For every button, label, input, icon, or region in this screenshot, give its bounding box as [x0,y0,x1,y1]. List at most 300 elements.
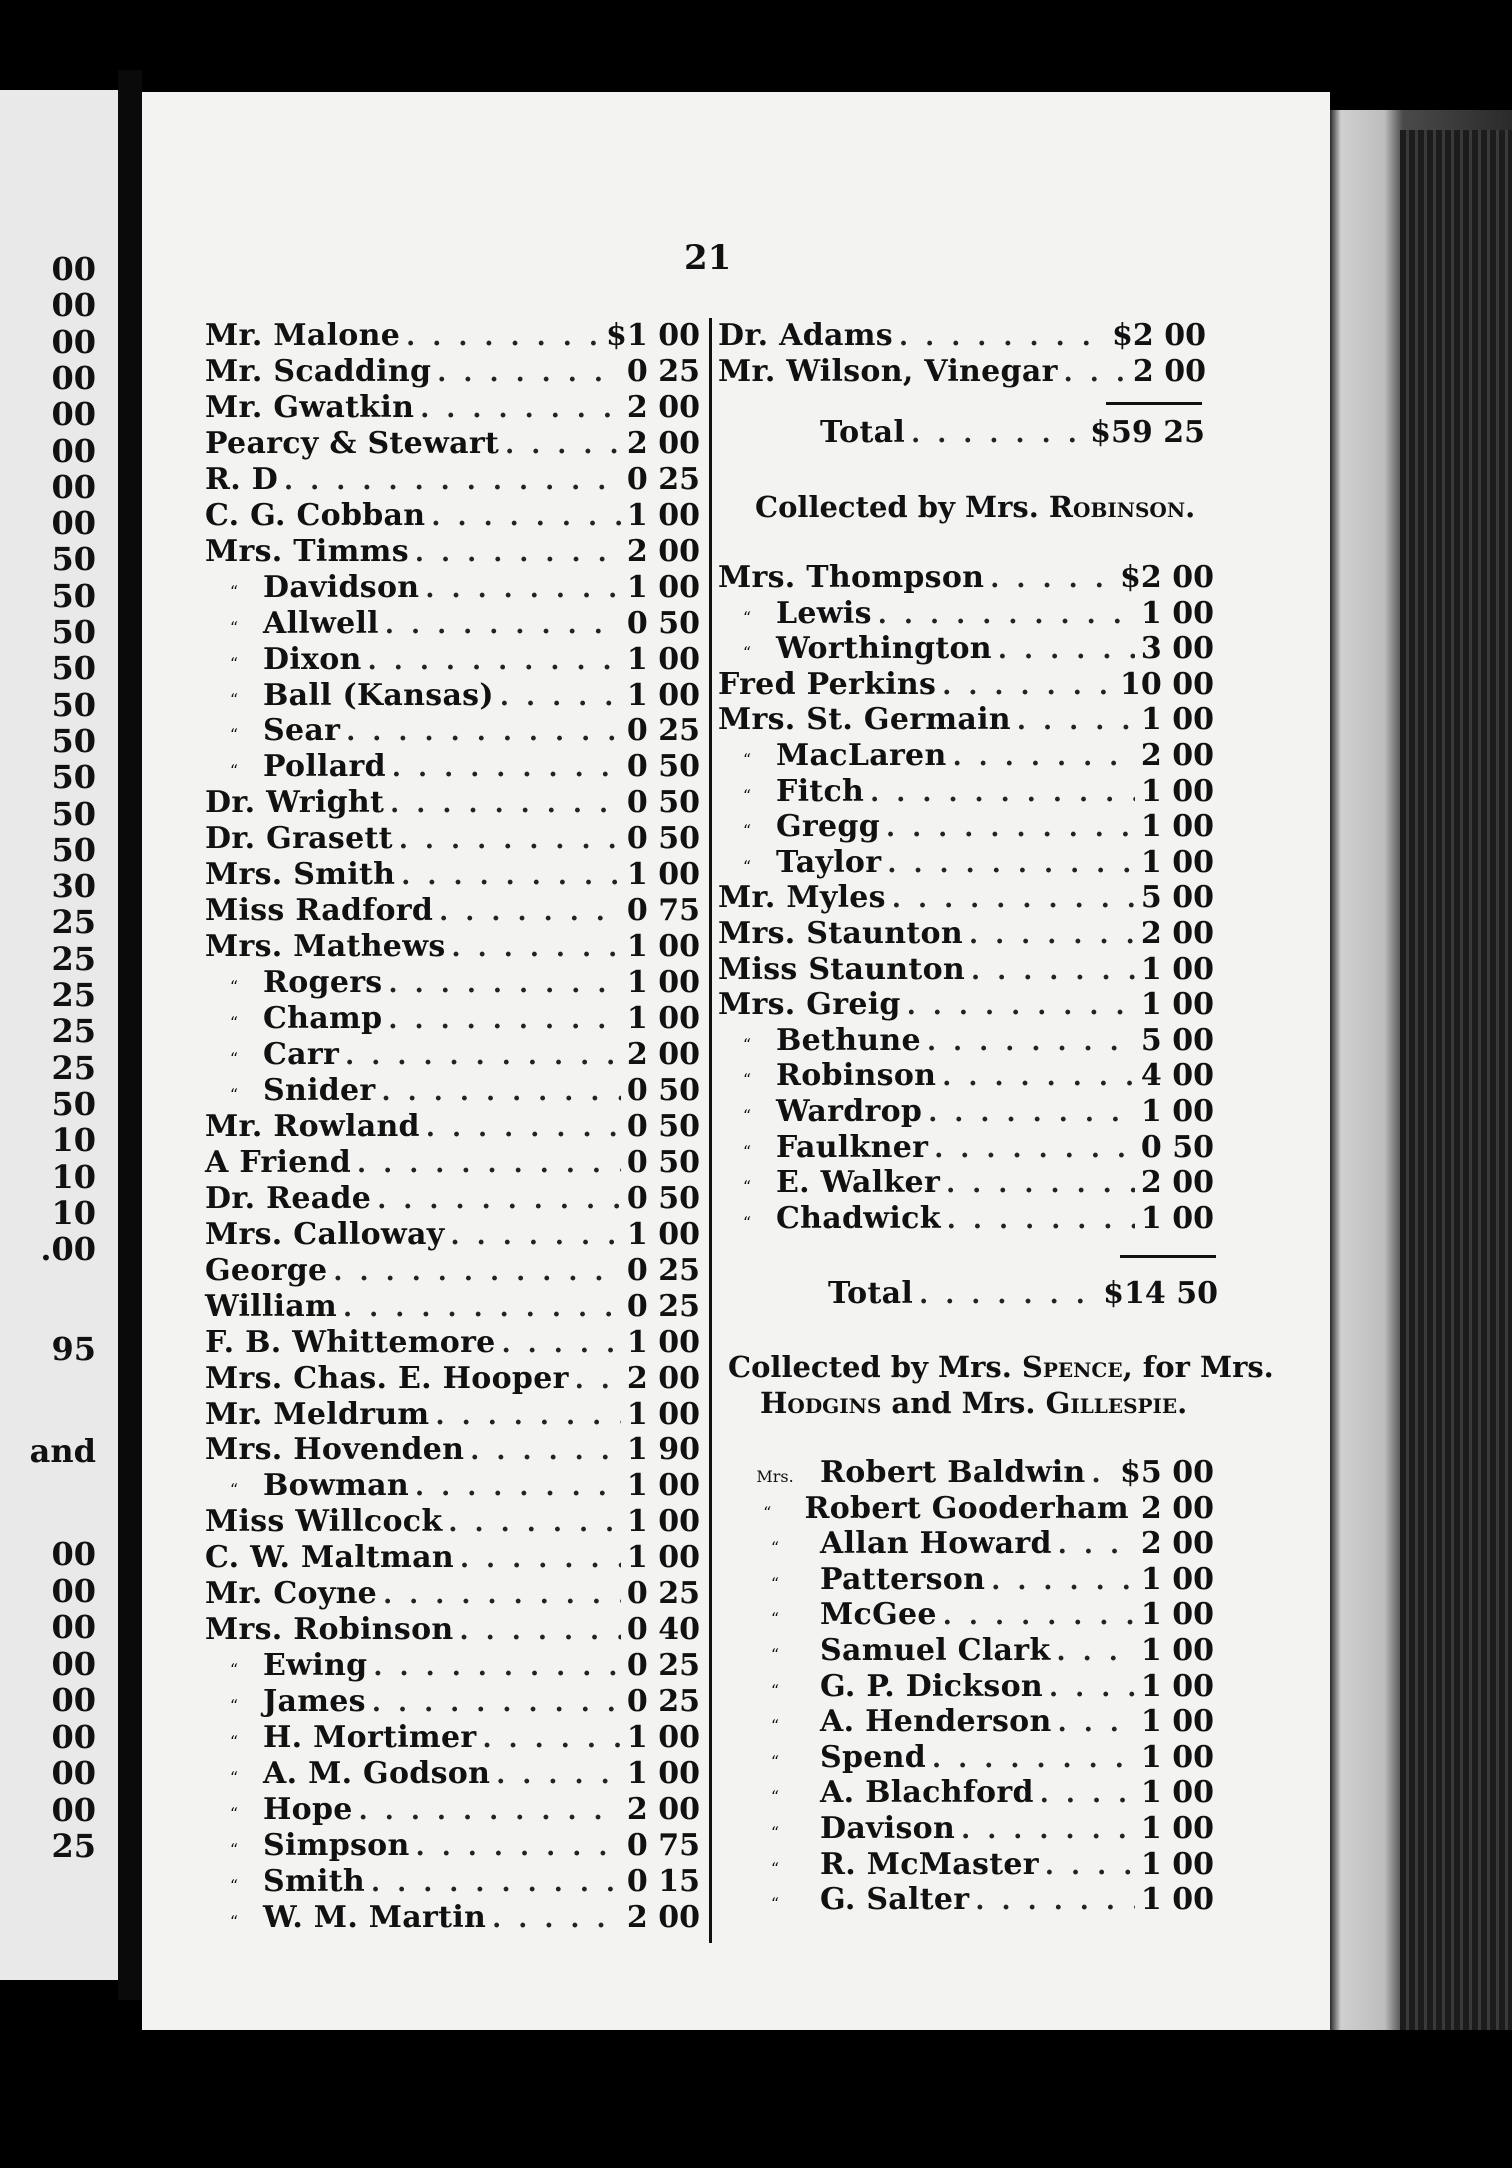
entry-amount: 0 75 [626,893,700,929]
left-page-entry: 50 [51,685,96,724]
left-page-entry: 00 [51,395,96,434]
ditto-mark: “ [742,1070,752,1090]
ledger-row [730,1562,1214,1598]
leader-dots [372,1688,621,1718]
leader-dots [946,1169,1135,1199]
ditto-mark: “ [742,607,752,627]
leader-dots [887,849,1135,879]
leader-dots [368,646,621,676]
entry-name: Gregg [776,809,880,845]
leader-dots [943,1601,1135,1631]
ditto-mark: “ [770,1716,780,1736]
entry-amount: 0 25 [626,1648,700,1684]
entry-name: Taylor [776,844,882,880]
entry-name: Mr. Gwatkin [205,389,415,425]
ledger-row [730,1847,1214,1883]
leader-dots [382,1077,621,1107]
entry-amount: 2 00 [626,389,700,425]
entry-name: W. M. Martin [263,1899,487,1935]
entry-amount: $2 00 [1112,318,1206,353]
left-page-fragment [0,90,118,1980]
ledger-row [205,426,700,462]
ledger-row [718,1094,1214,1130]
leader-dots [416,1832,621,1862]
left-page-entry: 50 [51,649,96,688]
ledger-row [730,1882,1214,1918]
ditto-mark: “ [229,725,239,745]
ledger-row [205,1253,700,1289]
left-page-entry: 50 [51,794,96,833]
entry-name: A. M. Godson [263,1756,491,1791]
leader-dots [452,933,621,963]
ditto-mark: “ [229,653,239,673]
entry-name: Ewing [263,1648,368,1684]
leader-dots [383,1580,621,1610]
total-rule-2 [1120,1255,1216,1258]
entry-name: Fred Perkins [718,666,937,702]
leader-dots [377,1185,621,1215]
entry-amount: 2 00 [1140,1165,1214,1201]
ditto-mark: “ [763,1502,772,1522]
ledger-row [718,1130,1214,1166]
leader-dots [1058,1708,1135,1738]
left-page-entry: 00 [51,1754,96,1792]
entry-amount: 1 00 [1140,773,1214,809]
entry-name: George [205,1252,328,1288]
entry-amount: 1 00 [1140,1775,1214,1811]
ledger-row [718,560,1214,596]
left-page-entry: 00 [51,1535,96,1573]
leader-dots [399,825,621,855]
ledger-row [205,785,700,821]
entry-name: R. D [205,461,279,497]
ditto-mark: “ [229,1084,239,1104]
ledger-row [730,1704,1214,1740]
entry-amount: 1 00 [1140,987,1214,1023]
entry-amount: 1 00 [1140,1561,1214,1597]
entry-amount: 1 00 [626,857,700,893]
leader-dots [343,1293,621,1323]
heading-spence-line2 [760,1386,1187,1420]
entry-amount: 1 00 [626,1756,700,1791]
entry-name: Mr. Scadding [205,353,432,389]
leader-dots [425,574,621,604]
entry-amount: 1 00 [626,677,700,713]
ditto-mark: “ [229,761,239,781]
ditto-mark: “ [770,1573,780,1593]
entry-amount: 2 00 [1140,1526,1214,1562]
ditto-mark: “ [742,1141,752,1161]
leader-dots [1064,358,1127,388]
left-page-entry: .00 [40,1230,96,1269]
ledger-row [730,1491,1214,1527]
ledger-row [205,606,700,642]
leader-dots [934,1134,1135,1164]
left-page-entry: 00 [51,1681,96,1719]
ditto-mark: “ [229,1732,239,1752]
entry-name: Mrs. Timms [205,533,409,569]
leader-dots [460,1616,621,1646]
entry-amount: 2 00 [626,1791,700,1827]
ledger-row [205,1217,700,1253]
ditto-mark: “ [229,1013,239,1033]
ditto-mark: “ [742,1106,752,1125]
ledger-row [205,1468,700,1504]
entry-name: Simpson [263,1827,410,1863]
left-page-entry: 00 [51,1608,96,1646]
total-label: Total [820,415,906,450]
entry-amount: 2 00 [1140,916,1214,951]
entry-name: Lewis [776,595,872,631]
entry-amount: 0 15 [626,1863,700,1899]
entry-name: Dr. Grasett [205,821,393,857]
entry-name: C. W. Maltman [205,1540,454,1576]
entry-name: Champ [263,1001,383,1037]
entry-amount: 1 00 [626,497,700,533]
leader-dots [1092,1459,1115,1489]
entry-name: Sear [263,713,341,749]
entry-amount: 2 00 [626,1360,700,1396]
ledger-row [718,1058,1214,1094]
heading-text: Collected by Mrs. [755,490,1049,524]
entry-amount: 2 00 [626,533,700,569]
entry-amount: 1 00 [1140,1811,1214,1846]
entry-name: Bethune [776,1022,921,1058]
left-page-entry: 50 [51,758,96,797]
ledger-row [718,596,1214,632]
left-page-entry: 00 [51,1790,96,1829]
entry-amount: 10 00 [1120,666,1214,702]
entry-name: G. P. Dickson [820,1668,1043,1704]
leader-dots [448,1508,621,1538]
entry-name: Rogers [263,965,383,1001]
leader-dots [1049,1673,1135,1703]
leader-dots [451,1221,621,1251]
ditto-mark: “ [770,1751,780,1771]
leader-dots [460,1544,621,1574]
leader-dots [892,884,1135,914]
total-amount: $14 50 [1103,1276,1218,1311]
entry-name: Mrs. Robinson [205,1612,454,1648]
leader-dots [1040,1779,1135,1809]
entry-amount: 5 00 [1140,880,1214,916]
leader-dots [878,600,1135,630]
leader-dots [415,538,621,568]
left-page-entry: 50 [51,613,96,651]
ditto-mark: “ [229,1911,239,1931]
left-page-entry: 00 [51,286,96,325]
leader-dots [388,1005,621,1035]
leader-dots [899,322,1106,352]
entry-name: Davidson [263,569,420,605]
leader-dots [345,1041,621,1071]
leader-dots [357,1149,621,1179]
left-page-entry: 00 [51,250,96,288]
total-row-2 [828,1276,1218,1312]
leader-dots [886,813,1135,843]
entry-amount: 1 90 [626,1432,700,1468]
ledger-row [205,821,700,857]
ditto-mark: “ [770,1787,780,1807]
leader-dots [928,1098,1135,1128]
entry-name: Mrs. Thompson [718,560,985,595]
entry-amount: 0 50 [626,605,700,641]
leader-dots [998,635,1135,665]
ledger-row [718,809,1214,845]
page-edges-stack [1400,130,1512,2030]
left-page-entry: 00 [51,322,96,361]
ledger-row [205,1145,700,1181]
ledger-row [730,1597,1214,1633]
entry-name: Mr. Malone [205,318,401,353]
leader-dots [390,789,621,819]
leader-dots [932,1744,1135,1774]
entry-amount: 1 00 [626,1324,700,1360]
leader-dots [575,1365,621,1395]
leader-dots [389,969,621,999]
entry-name: Allan Howard [820,1526,1052,1562]
entry-amount: 1 00 [626,1216,700,1252]
entry-name: Dr. Reade [205,1180,372,1216]
ledger-row [730,1526,1214,1562]
entry-amount: 1 00 [1140,1846,1214,1882]
entry-name: Mr. Wilson, Vinegar [718,353,1058,389]
left-page-entry: 00 [51,358,96,397]
ledger-row [205,1828,700,1864]
heading-robinson [755,490,1195,524]
entry-amount: 2 00 [626,425,700,461]
heading-text: , for Mrs. [1122,1350,1274,1384]
leader-dots [870,778,1135,808]
ditto-mark: “ [770,1645,780,1664]
entry-amount: 0 25 [626,713,700,749]
entry-name: Smith [263,1863,365,1899]
entry-name: A Friend [205,1144,351,1180]
left-page-entry: 50 [51,1084,96,1123]
entry-name: William [205,1288,338,1324]
entry-name: Samuel Clark [820,1633,1051,1668]
ledger-row [205,893,700,929]
entry-amount: 0 25 [626,1252,700,1288]
leader-dots [492,1904,621,1934]
entry-amount: 2 00 [1140,1490,1214,1526]
entry-amount: 0 50 [626,1180,700,1216]
ditto-mark: “ [229,617,239,637]
leader-dots [439,897,621,927]
ditto-mark: “ [229,1839,239,1859]
entry-amount: 1 00 [626,1540,700,1576]
ditto-mark: “ [742,750,752,769]
ditto-mark: “ [742,856,752,876]
entry-amount: 1 00 [1140,1882,1214,1918]
entry-amount: 1 00 [626,1504,700,1540]
entry-name: G. Salter [820,1882,970,1918]
column-divider [709,318,712,1943]
entry-amount: 2 00 [626,1899,700,1935]
leader-dots [500,682,621,712]
left-page-entry: 25 [51,1827,96,1865]
ditto-mark: “ [770,1680,780,1700]
ditto-mark: “ [229,689,239,709]
entry-amount: 1 00 [626,1396,700,1432]
ledger-row [205,1576,700,1612]
ledger-row [205,678,700,714]
entry-amount: 4 00 [1140,1058,1214,1094]
entry-name: Carr [263,1037,340,1072]
entry-name: H. Mortimer [263,1720,477,1756]
entry-name: James [263,1684,366,1720]
leader-dots [437,358,621,388]
ditto-mark: “ [229,1660,239,1680]
ditto-mark: “ [229,1803,239,1823]
entry-name: Dr. Adams [718,318,893,353]
entry-amount: $5 00 [1120,1455,1214,1490]
entry-name: Robert Baldwin [820,1455,1086,1490]
leader-dots [359,1796,621,1826]
left-page-entry: 50 [51,576,96,615]
ledger-row [205,642,700,678]
left-page-entry: 25 [51,903,96,942]
leader-dots [371,1868,621,1898]
entry-amount: 2 00 [626,1037,700,1072]
entry-name: A. Henderson [820,1704,1052,1740]
entry-amount: 0 50 [1140,1129,1214,1165]
heading-text: Collected by Mrs. [728,1350,1022,1384]
entry-amount: 2 00 [1140,738,1214,773]
ledger-row [205,965,700,1001]
heading-name: Spence [1021,1350,1123,1384]
total-rule-1 [1106,402,1202,405]
leader-dots [401,861,621,891]
left-page-entry: 50 [51,721,96,760]
left-page-entry: 00 [51,1571,96,1610]
leader-dots [415,1472,621,1502]
ledger-row [205,1181,700,1217]
entry-name: Pearcy & Stewart [205,425,500,461]
leader-dots [942,1062,1135,1092]
entry-amount: 2 00 [1132,353,1206,389]
heading-name: Hodgins [760,1386,882,1420]
entry-name: Bowman [263,1468,409,1504]
leader-dots [482,1724,620,1754]
ledger-row [718,318,1206,354]
total-row-1 [820,415,1205,451]
ledger-row [205,1361,700,1397]
left-page-entry: 00 [51,431,96,470]
ledger-row [718,631,1214,667]
ledger-row [205,1432,700,1468]
ledger-row [205,713,700,749]
ledger-row [718,738,1214,774]
ledger-row [205,534,700,570]
entry-amount: 1 00 [1140,1668,1214,1704]
left-page-entry: 10 [51,1121,96,1160]
leader-dots [1057,1637,1135,1667]
ditto-mark: “ [229,977,239,997]
ledger-row [205,498,700,534]
left-page-entry: 30 [51,867,96,906]
ditto-mark: “ [770,1609,780,1629]
ledger-row [205,1289,700,1325]
ditto-mark: “ [229,1768,239,1787]
entry-name: Snider [263,1072,376,1108]
left-page-entry: 00 [51,467,96,506]
entry-name: Spend [820,1739,927,1775]
leader-dots [907,991,1135,1021]
left-page-entry: 10 [51,1193,96,1232]
left-page-entry: 10 [51,1157,96,1196]
entry-amount: 0 25 [626,1576,700,1612]
page-number: 21 [684,238,732,278]
entry-name: Mrs. Staunton [718,916,963,951]
entry-name: Mrs. Calloway [205,1216,445,1252]
entry-amount: 1 00 [1140,595,1214,631]
entry-amount: 1 00 [626,1720,700,1756]
ledger-row [205,1037,700,1073]
ledger-row [205,1648,700,1684]
ledger-row [205,749,700,785]
entry-name: MacLaren [776,738,947,773]
entry-name: Robert Gooderham [804,1490,1129,1526]
entry-name: C. G. Cobban [205,497,426,533]
ditto-mark: “ [742,1212,752,1232]
leader-dots [919,1280,1097,1310]
total-amount: $59 25 [1090,415,1205,450]
entry-amount: 0 25 [626,1684,700,1720]
entry-name: Mr. Coyne [205,1576,378,1612]
leader-dots [392,753,621,783]
entry-name: Miss Radford [205,893,434,929]
entry-amount: 0 25 [626,1288,700,1324]
entry-amount: 5 00 [1140,1022,1214,1058]
entry-name: Ball (Kansas) [263,677,494,713]
entry-amount: 0 50 [626,785,700,821]
entry-name: Fitch [776,773,865,809]
entry-amount: 1 00 [1140,702,1214,738]
leader-dots [961,1815,1135,1845]
ledger-row [205,462,700,498]
entry-amount: 0 75 [626,1827,700,1863]
entry-name: Worthington [776,631,992,667]
entry-name: Mrs. St. Germain [718,702,1011,738]
ledger-row [205,390,700,426]
ditto-mark: “ [770,1894,780,1914]
ledger-row [205,1109,700,1145]
ledger-row [205,1504,700,1540]
ledger-row [205,1720,700,1756]
entry-amount: 1 00 [626,929,700,965]
ditto-mark: “ [229,1696,239,1716]
ledger-row [718,774,1214,810]
ditto-mark: “ [229,581,239,601]
ledger-row [205,929,700,965]
entry-amount: 0 50 [626,1072,700,1108]
entry-amount: 1 00 [1140,1597,1214,1633]
ditto-mark: “ [229,1049,239,1068]
leader-dots [470,1436,621,1466]
ditto-mark: “ [770,1823,780,1842]
book-gutter [118,70,142,2000]
ditto-mark: “ [770,1858,780,1878]
ledger-row [718,667,1214,703]
ledger-row [205,1900,700,1936]
ledger-row [718,880,1214,916]
ledger-row [718,1201,1214,1237]
ledger-row [205,1864,700,1900]
ledger-row [205,1397,700,1433]
ledger-row [205,1001,700,1037]
left-page-entry: 50 [51,540,96,579]
